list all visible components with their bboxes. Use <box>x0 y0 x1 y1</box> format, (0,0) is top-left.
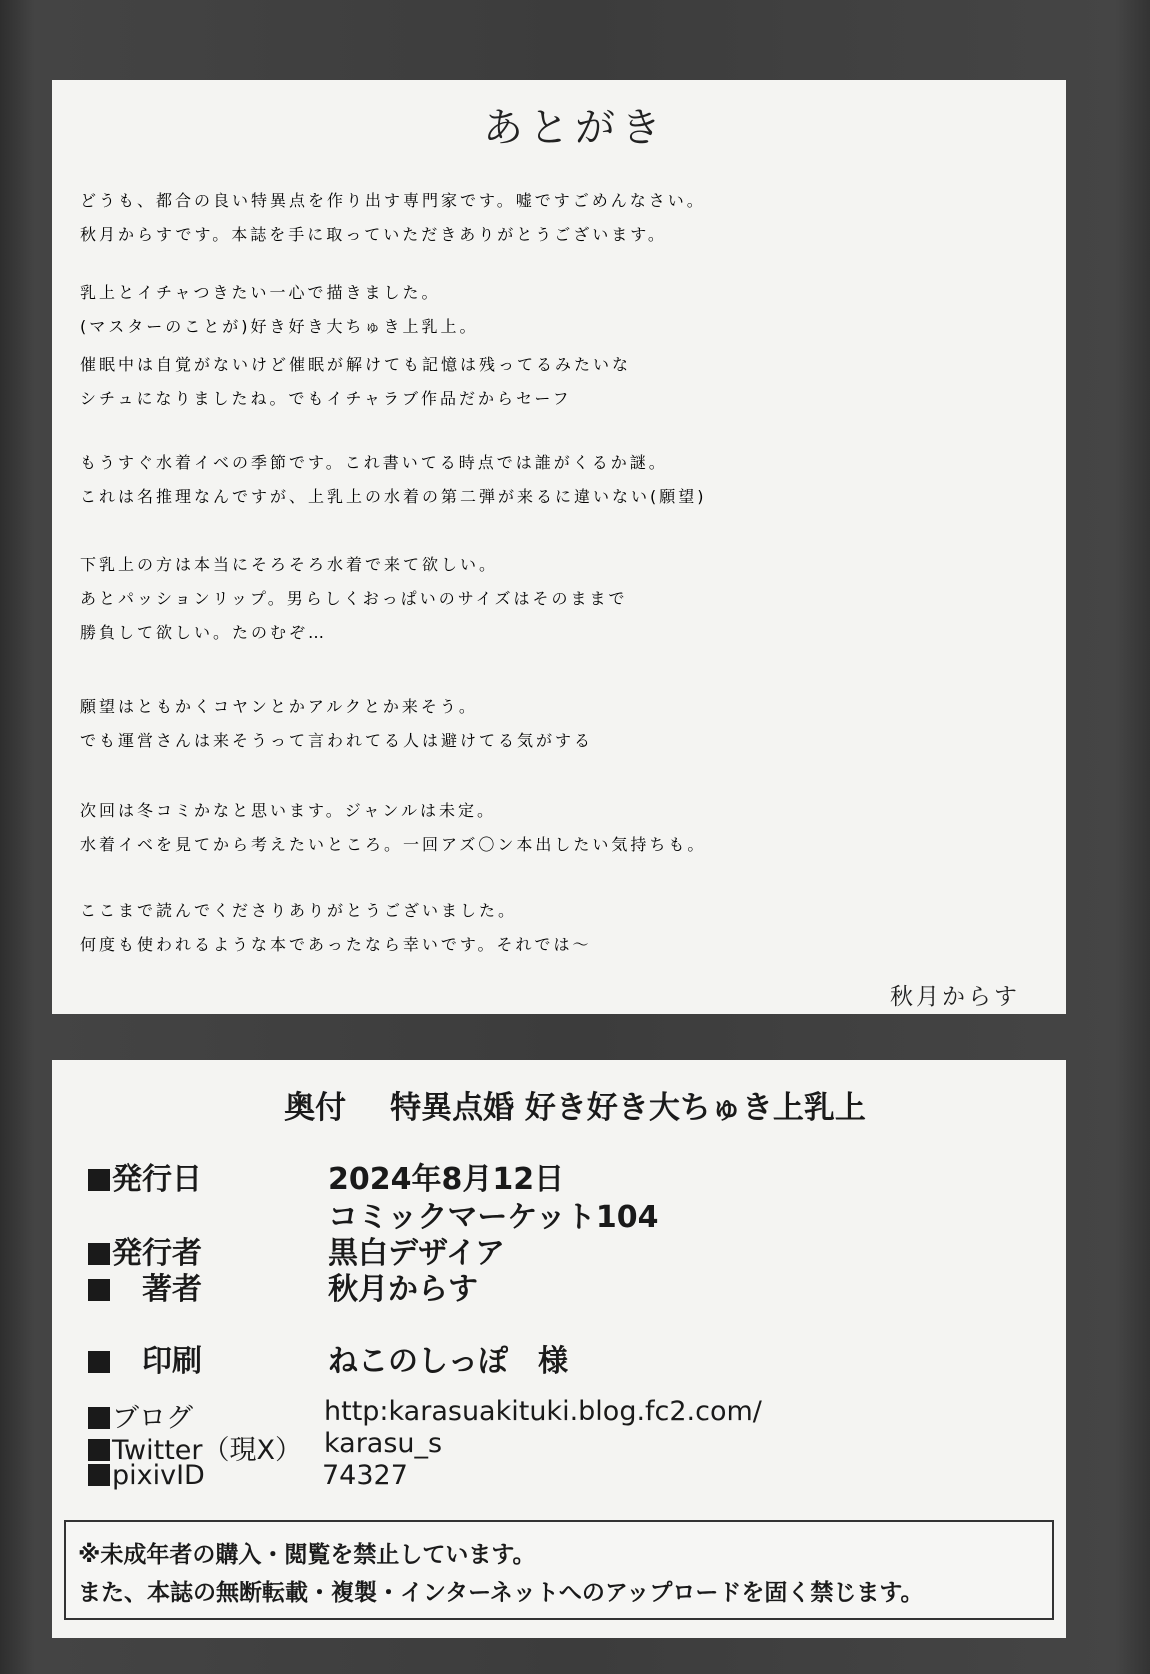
colophon-row-label: 発行日 <box>88 1154 202 1198</box>
link-label: Twitter（現X） <box>88 1428 302 1467</box>
book-title: 特異点婚 好き好き大ちゅき上乳上 <box>390 1090 866 1126</box>
afterword-line: 勝負して欲しい。たのむぞ… <box>80 623 328 642</box>
afterword-line: でも運営さんは来そうって言われてる人は避けてる気がする <box>80 731 594 750</box>
colophon-row-value: ねこのしっぽ 様 <box>328 1344 568 1379</box>
afterword-line: 催眠中は自覚がないけど催眠が解けても記憶は残ってるみたいな <box>80 355 632 374</box>
afterword-title: あとがき <box>483 105 667 151</box>
notice-line: ※未成年者の購入・閲覧を禁止しています。 <box>78 1542 536 1568</box>
square-bullet-icon <box>88 1169 110 1191</box>
afterword-signature: 秋月からす <box>890 984 1020 1010</box>
square-bullet-icon <box>88 1439 110 1461</box>
afterword-line: 願望はともかくコヤンとかアルクとか来そう。 <box>80 697 478 716</box>
square-bullet-icon <box>88 1407 110 1429</box>
afterword-line: もうすぐ水着イベの季節です。これ書いてる時点では誰がくるか謎。 <box>80 453 668 472</box>
square-bullet-icon <box>88 1464 110 1486</box>
colophon-heading-label: 奥付 <box>284 1090 347 1126</box>
afterword-line: どうも、都合の良い特異点を作り出す専門家です。嘘ですごめんなさい。 <box>80 191 706 210</box>
square-bullet-icon <box>88 1279 110 1301</box>
twitter-handle: karasu_s <box>324 1428 443 1459</box>
afterword-line: これは名推理なんですが、上乳上の水着の第二弾が来るに違いない(願望) <box>80 487 707 506</box>
afterword-line: 水着イベを見てから考えたいところ。一回アズ〇ン本出したい気持ちも。 <box>80 835 707 854</box>
square-bullet-icon <box>88 1351 110 1373</box>
colophon-row-value: コミックマーケット104 <box>328 1200 659 1235</box>
notice-box <box>64 1520 1054 1620</box>
notice-line: また、本誌の無断転載・複製・インターネットへのアップロードを固く禁じます。 <box>78 1580 924 1606</box>
afterword-line: 何度も使われるような本であったなら幸いです。それでは～ <box>80 935 592 954</box>
afterword-line: 次回は冬コミかなと思います。ジャンルは未定。 <box>80 801 497 820</box>
colophon-row-label: 印刷 <box>88 1336 202 1380</box>
afterword-line: シチュになりましたね。でもイチャラブ作品だからセーフ <box>80 389 572 408</box>
colophon-title <box>0 1082 1150 1127</box>
afterword-line: 秋月からすです。本誌を手に取っていただきありがとうございます。 <box>80 225 667 244</box>
afterword-line: 乳上とイチャつきたい一心で描きました。 <box>80 283 441 302</box>
blog-url: http:karasuakituki.blog.fc2.com/ <box>324 1396 762 1427</box>
square-bullet-icon <box>88 1243 110 1265</box>
link-label: pixivID <box>88 1460 205 1491</box>
afterword-line: (マスターのことが)好き好き大ちゅき上乳上。 <box>80 317 479 336</box>
afterword-line: ここまで読んでくださりありがとうございました。 <box>80 901 518 920</box>
pixiv-id: 74327 <box>322 1460 408 1491</box>
colophon-row-label: 著者 <box>88 1264 202 1308</box>
afterword-line: 下乳上の方は本当にそろそろ水着で来て欲しい。 <box>80 555 499 574</box>
afterword-line: あとパッションリップ。男らしくおっぱいのサイズはそのままで <box>80 589 628 608</box>
link-label: ブログ <box>88 1396 193 1435</box>
colophon-row-value: 黒白デザイア <box>328 1236 505 1271</box>
colophon-row-value: 秋月からす <box>328 1272 478 1307</box>
colophon-row-value: 2024年8月12日 <box>328 1162 565 1197</box>
colophon-row-label: 発行者 <box>88 1228 202 1272</box>
